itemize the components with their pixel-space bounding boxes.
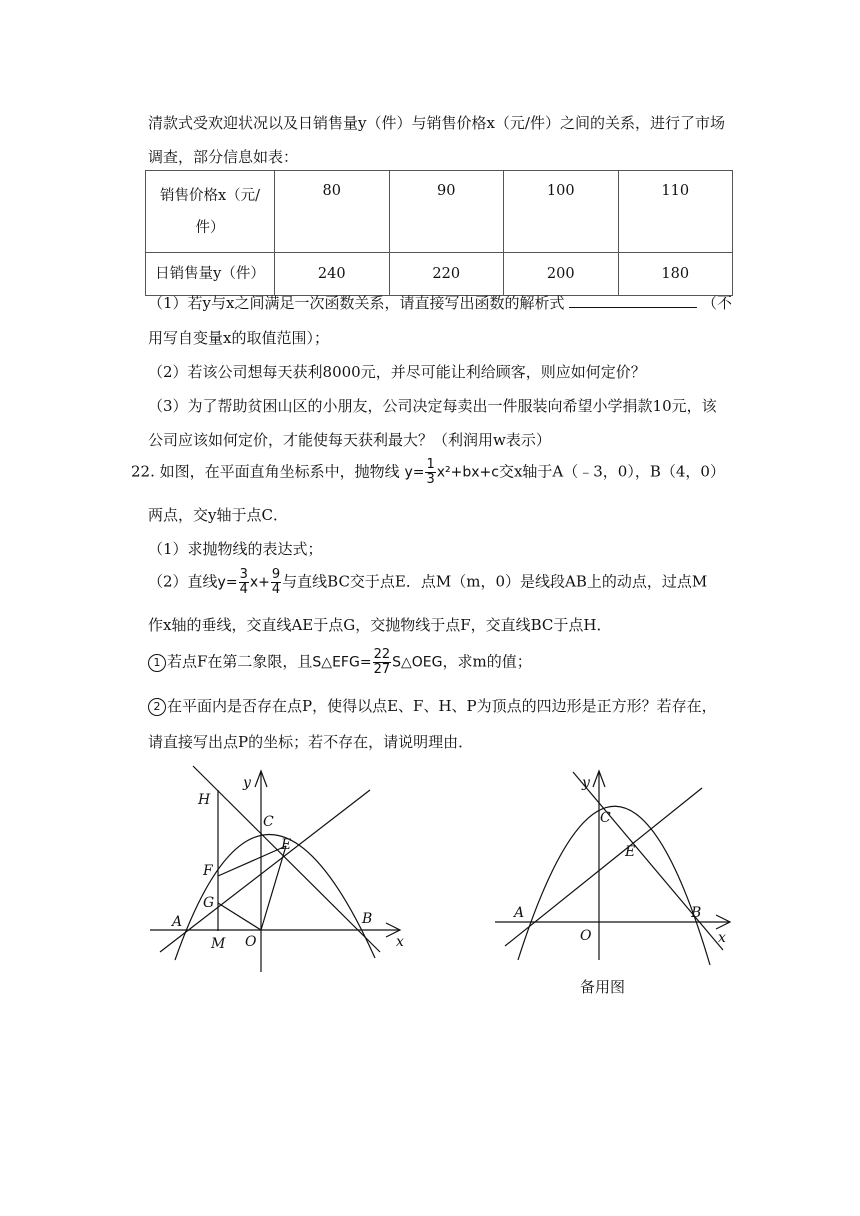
q21-part1-text: （1）若y与x之间满足一次函数关系，请直接写出函数的解析式	[148, 294, 565, 312]
label-g: G	[203, 895, 215, 911]
sub1-tail: ，求m的值；	[442, 652, 532, 671]
label-o: O	[580, 928, 592, 944]
sub2-text: 在平面内是否存在点P，使得以点E、F、H、P为顶点的四边形是正方形？若存在，	[167, 697, 717, 715]
label-b: B	[691, 905, 702, 921]
denominator: 3	[426, 472, 435, 487]
area-efg: S△EFG	[312, 654, 360, 671]
q22-sub2-line2: 请直接写出点P的坐标；若不存在，请说明理由．	[148, 733, 474, 751]
q22-part1: （1）求抛物线的表达式；	[148, 540, 323, 558]
question-number: 22.	[131, 462, 155, 481]
label-x: x	[718, 930, 726, 946]
price-cell: 110	[618, 171, 733, 253]
denominator: 27	[373, 662, 391, 677]
label-a: A	[514, 905, 525, 921]
intro-line-2: 调查，部分信息如表：	[148, 148, 299, 166]
label-c: C	[263, 814, 274, 830]
label-x: x	[396, 934, 404, 950]
price-cell: 90	[389, 171, 504, 253]
q22-stem: 如图，在平面直角坐标系中，抛物线	[159, 462, 400, 481]
numerator: 22	[373, 647, 391, 662]
q22-stem-tail: 交x轴于A（﹣3，0），B（4，0）	[498, 462, 725, 481]
label-m: M	[211, 936, 226, 952]
sub1-text: 若点F在第二象限，且	[167, 652, 313, 671]
denominator: 4	[271, 582, 281, 597]
price-header-cell: 销售价格x（元/件）	[146, 171, 275, 253]
q21-part1-tail: （不	[702, 294, 733, 312]
line-eq-lhs: y=	[217, 574, 238, 591]
q21-part2: （2）若该公司想每天获利8000元，并尽可能让利给顾客，则应如何定价？	[148, 363, 646, 381]
numerator: 9	[271, 567, 281, 582]
intro-line-1: 清款式受欢迎状况以及日销售量y（件）与销售价格x（元/件）之间的关系，进行了市场	[148, 114, 725, 132]
q22-part2-tail: 与直线BC交于点E．点M（m，0）是线段AB上的动点，过点M	[282, 572, 708, 591]
parabola-eq-lhs: y=	[404, 464, 425, 481]
numerator: 3	[239, 567, 248, 582]
label-b: B	[362, 911, 373, 927]
label-e: E	[625, 844, 636, 860]
price-cell: 100	[504, 171, 619, 253]
label-c: C	[600, 810, 611, 826]
q22-part2-head: （2）直线	[148, 572, 218, 591]
figure-2-caption: 备用图	[580, 978, 626, 996]
label-h: H	[198, 792, 211, 808]
q21-part1-line2: 用写自变量x的取值范围）；	[148, 329, 329, 347]
parabola-curve	[518, 806, 710, 965]
line-eq-mid: x+	[249, 574, 270, 591]
label-e: E	[281, 837, 292, 853]
label-f: F	[203, 863, 213, 879]
numerator: 1	[426, 457, 435, 472]
denominator: 4	[239, 582, 248, 597]
sales-cell: 180	[618, 253, 733, 296]
label-a: A	[172, 914, 183, 930]
line-bc	[573, 772, 723, 950]
circled-number: 2	[148, 698, 166, 716]
sales-cell: 240	[275, 253, 390, 296]
area-oeg: S△OEG	[392, 654, 443, 671]
label-y: y	[243, 775, 251, 791]
parabola-eq-rhs: x²+bx+c	[436, 464, 499, 481]
label-o: O	[245, 934, 257, 950]
price-cell: 80	[275, 171, 390, 253]
circled-number: 1	[148, 654, 166, 672]
sales-header-cell: 日销售量y（件）	[146, 253, 275, 296]
sales-cell: 220	[389, 253, 504, 296]
equals: =	[359, 654, 372, 671]
sales-cell: 200	[504, 253, 619, 296]
q22-part2-line2: 作x轴的垂线，交直线AE于点G，交抛物线于点F，交直线BC于点H．	[148, 616, 612, 634]
q22-line2: 两点，交y轴于点C．	[148, 506, 288, 524]
label-y: y	[582, 775, 590, 791]
q21-part3-line2: 公司应该如何定价，才能使每天获利最大？（利润用w表示）	[148, 431, 551, 449]
q21-part3-line1: （3）为了帮助贫困山区的小朋友，公司决定每卖出一件服装向希望小学捐款10元，该	[148, 397, 717, 415]
